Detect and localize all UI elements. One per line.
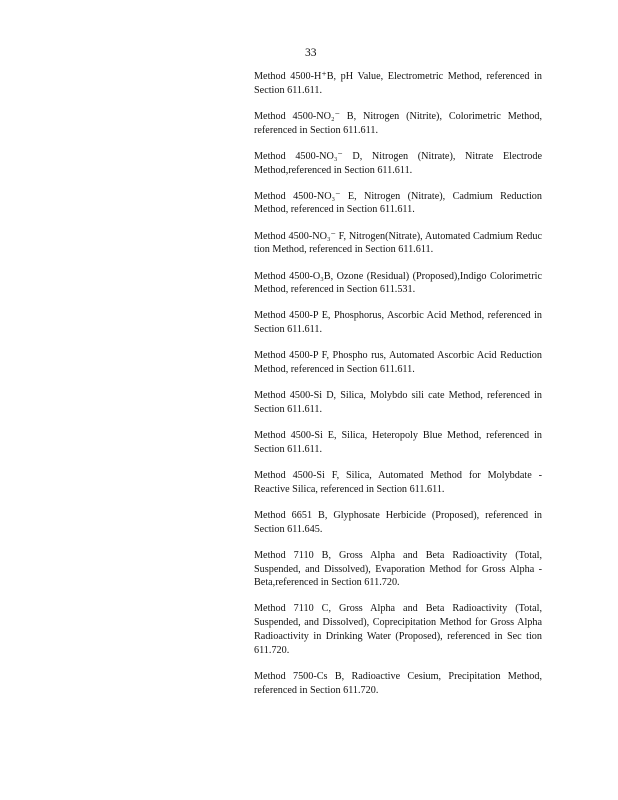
method-entry: Method 4500-P F, Phospho rus, Automated Ascorbic Acid Reduction Method, referenced in Section 611.611.	[254, 350, 542, 376]
method-entry: Method 4500-Si F, Silica, Automated Method for Molybdate -Reactive Silica, referenced in Section 611.611.	[254, 470, 542, 495]
method-entry: Method 4500-H⁺B, pH Value, Electrometric Method, referenced in Section 611.611.	[254, 71, 542, 96]
method-reference-list	[254, 70, 542, 710]
method-entry: Method 7110 C, Gross Alpha and Beta Radioactivity (Total, Suspended, and Dissolved), Coprecipitation Method for Gross Alpha Radioactivity in Drinking Water (Proposed), referenced in Sec tion 611.720.	[254, 603, 542, 656]
method-entry: Method 4500-Si D, Silica, Molybdo sili cate Method, referenced in Section 611.611.	[254, 390, 542, 415]
method-entry: Method 6651 B, Glyphosate Herbicide (Proposed), referenced in Section 611.645.	[254, 509, 542, 535]
method-entry: Method 4500-NO₃⁻ E, Nitrogen (Nitrate), Cadmium Reduction Method, referenced in Section 611.611.	[254, 190, 542, 216]
method-entry: Method 4500-P E, Phosphorus, Ascorbic Acid Method, referenced in Section 611.611.	[254, 310, 542, 336]
method-entry: Method 4500-NO₂⁻ B, Nitrogen (Nitrite), Colorimetric Method, referenced in Section 611.611.	[254, 110, 542, 136]
method-entry: Method 7110 B, Gross Alpha and Beta Radioactivity (Total, Suspended, and Dissolved), Evaporation Method for Gross Alpha -Beta,referenced in Section 611.720.	[254, 549, 542, 589]
method-entry: Method 4500-NO₃⁻ F, Nitrogen(Nitrate), Automated Cadmium Reduc tion Method, referenced in Section 611.611.	[254, 230, 542, 256]
method-entry: Method 4500-O₃B, Ozone (Residual) (Proposed),Indigo Colorimetric Method, referenced in Section 611.531.	[254, 270, 542, 296]
page-number: 33	[305, 47, 317, 59]
method-entry: Method 7500-Cs B, Radioactive Cesium, Precipitation Method, referenced in Section 611.720.	[254, 670, 542, 696]
method-entry: Method 4500-NO₃⁻ D, Nitrogen (Nitrate), Nitrate Electrode Method,referenced in Section 611.611.	[254, 150, 542, 176]
method-entry: Method 4500-Si E, Silica, Heteropoly Blue Method, referenced in Section 611.611.	[254, 430, 542, 455]
